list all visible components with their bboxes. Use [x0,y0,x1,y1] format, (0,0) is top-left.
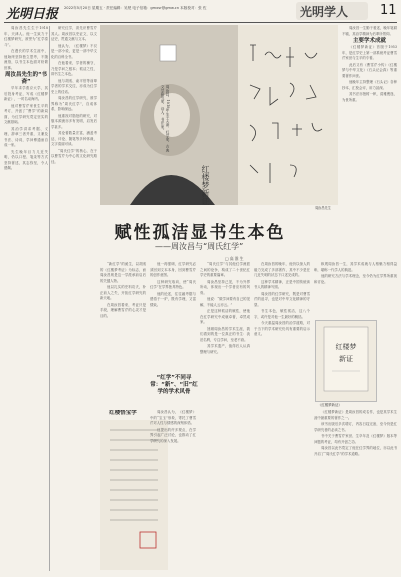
left-column-1: 周汝昌先生生于1918年，天津人。他一生致力于红楼梦研究，被誉为“红学泰斗”。 在漫长的学术生涯中，他始终坚持独立思考，不随流俗，以书生本色面对纷繁世事。 周汝昌先生的“书斋” 早年求学燕京大学，其后投身考证，写成《红楼梦新证》，一时名动海内。 他对曹雪芹家世生平的考订，开创了“曹学”的新局面，为红学研究奠定坚实的文献基础。 其治学讲求考据、义理、辞章三者并重，又兼及书法、诗词，学问博通而自成一家。 先生晚年目力几近失明，仍以口授、笔录等方式坚持著述，其志弥坚，令人感佩。 [4,26,48,170]
left-column-2: 研究红学，须先识曹雪芹其人。周汝昌以史证文，以文证史，贯通文献与文本。 他认为，《红楼梦》不仅是一部小说，更是一部中华文化的百科全书。 在他看来，学者的操守，乃是学问之根本；孤洁之性，即书生之本色。 他与胡适、俞平伯等前辈学者的学术交往，亦成为红学史上的佳话。 周汝昌的红学研究，被学界称为“周氏红学”，自成体系，影响深远。 他重视对脂批的研究，对版本源流亦多有发明，启发后学甚多。 其论著数量宏富，涵盖考证、评论、随笔等多种体裁，文字清丽可读。 “周氏红学”的核心，在于以曹雪芹为中心的文化研究路径。 [51,26,97,164]
sidebar-subhead-4: 主要学术成就 [352,38,386,44]
sidebar-subhead-1: 周汝昌先生的“书斋” [4,72,48,85]
body-column-1: “新红学”的诞生，以胡适的《红楼梦考证》为标志，而周汝昌则是这一学派承前启后的关键人物。 他以扎实的史料功夫，补正前人之失，开拓红学研究的新天地。 在周汝昌看来，考证只是手段，理解曹雪芹的心灵才是目的。 [100,262,146,318]
right-column-upper: 周汝昌一生勤于著述，晚年笔耕不辍，其治学精神为后辈所景仰。 主要学术成就 《红楼梦新证》首版于1953年，是红学史上第一部系统考证曹雪芹家世与生平的专著。 此后又有《曹雪芹小传》《红楼梦与中华文化》《石头记会真》等重要著作问世。 他晚年主持整理《石头记》各种抄本，汇校会评，用力甚深。 其书法亦独树一帜，清雅俊逸，为世所重。 [342,26,397,102]
page-number: 11 [380,3,397,18]
body-column-5: 纵观周汝昌一生，其学术成就与人格魅力相得益彰，堪称一代学人的典范。 他的研究方法与学术理念，至今仍为红学界所重视和讨论。 [314,262,397,284]
body-column-7: 周汝昌认为，《红楼梦》中的“宝玉”形象，寄托了曹雪芹对人性与情感的深刻体悟。 他提出的许多观点，在学界引起广泛讨论，也推动了红学研究的深入发展。 [150,410,196,443]
book-cover-image [315,320,377,402]
calligraphy-caption: 红楼梦新证 [201,165,210,205]
section-title: 光明学人 [300,5,349,19]
body-column-4: 在周汝昌的晚年，他仍以惊人的毅力完成了多部著作，其中不少是在几近失明的状态下口述完成的。 这种学术精神，正是中国传统读书人的精神写照。 周汝昌的红学研究，既是对曹雪芹的追寻，也是对中华文化精神的守望。 书生本色，赋性孤洁，这八个字，或许是对他一生最好的概括。 今天重温周汝昌的治学道路，对于当下的学术研究仍具有重要的启示意义。 [254,262,310,336]
article-byline: □ 高 淮 生 [225,256,244,261]
sidebar-subhead-3: “红学”不同寻常：“新”、“旧”红学的学术风骨 [150,375,198,395]
sidebar-subhead-2: 红楼悟宝学 [109,410,137,416]
feature-photo [100,25,338,205]
masthead [0,0,401,22]
header-rule [4,22,397,23]
newspaper-logo: 光明日报 [6,7,59,22]
svg-text:新证: 新证 [339,355,353,363]
body-column-2: 他一再强调，红学研究必须回到文本本身，回到曹雪芹的创作意图。 这种研究取向，使“周氏红学”在学界独具特色。 他的论述，往往融考据与感悟于一炉，既有学理，又富情致。 [150,262,196,307]
portrait-photo [100,25,338,205]
svg-text:红楼梦: 红楼梦 [335,343,357,351]
book-illustration [316,321,376,401]
article-headline: 赋性孤洁显书生本色 [114,223,286,243]
article-subheadline: ——周汝昌与“周氏红学” [155,242,244,251]
sidebar-subhead-2-wrap [100,410,146,420]
column-divider [49,26,50,571]
body-column-6: 《红楼梦新证》是周汝昌的成名作，也是其学术生涯中最重要的著作之一。 该书出版后多次增订，内容日趋完备，至今仍是红学研究者的必读之书。 书中关于曹雪芹家世、生卒年及《红楼梦》版本等问题的考证，均有开创之功。 周汝昌以此书奠定了他在红学界的地位，亦以此书开启了“周氏红学”的学术道路。 [314,410,397,456]
photo-quote: 周汝昌，1918年生于天津，红学家、古典文学研究家、诗人、书法家。 [161,85,170,152]
body-column-3: “周氏红学”与其他红学流派之间的论争，构成了二十世纪红学史的重要篇章。 周汝昌坚持己见，不为外界所动，体现出一个学者应有的风骨。 他说：“做学问要有自己的见解，不能人云亦云。” 正是这种孤洁的赋性，使他在红学研究中成就卓著，卓然成家。 回顾周汝昌的学术生涯，我们看到的是一位真正的书生：淡泊名利，专注学问，至老不衰。 其学术遗产，值得后人认真整理与研究。 [200,262,250,354]
photo-caption: 周汝昌先生 [315,206,331,210]
issue-meta: 2022年5月20日 星期五 · 责任编辑：吴楚 电子信箱：gmxsr@gmw.cn 本版校对：张 佐 [64,6,207,10]
book-caption: 《红楼梦新证》 [318,403,342,407]
